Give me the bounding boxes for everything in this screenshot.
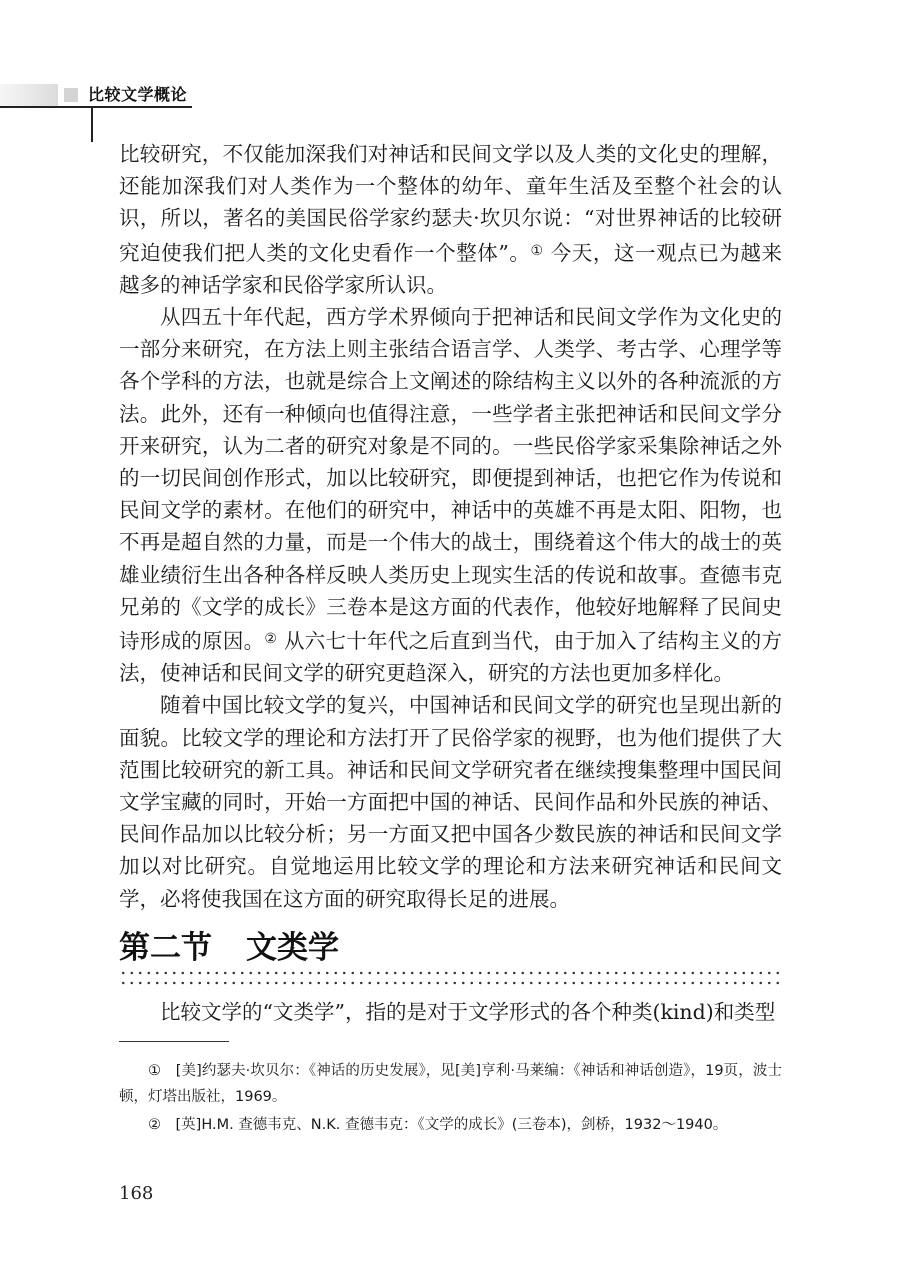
section-title: 文类学 [246, 930, 339, 966]
paragraph-2-text-cont: 从六七十年代之后直到当代，由于加入了结构主义的方法，使神话和民间文学的研究更趋深入，研究的方法也更加多样化。 [119, 629, 783, 686]
book-title: 比较文学概论 [88, 85, 188, 104]
paragraph-1 [119, 138, 782, 301]
page-number: 168 [119, 1183, 154, 1204]
running-header [0, 84, 900, 144]
header-square-marker [64, 88, 78, 102]
header-vertical-rule [91, 106, 93, 142]
dotted-divider-bottom [119, 981, 782, 985]
header-horizontal-rule [0, 106, 192, 108]
paragraph-3: 随着中国比较文学的复兴，中国神话和民间文学的研究也呈现出新的面貌。比较文学的理论和方法打开了民俗学家的视野，也为他们提供了大范围比较研究的新工具。神话和民间文学研究者在继续搜集整理中国民间文学宝藏的同时，开始一方面把中国的神话、民间作品和外民族的神话、民间作品加以比较分析；另一方面又把中国各少数民族的神话和民间文学加以对比研究。自觉地运用比较文学的理论和方法来研究神话和民间文学，必将使我国在这方面的研究取得长足的进展。 [119, 693, 782, 911]
footnote-2: ② [英]H.M. 查德韦克、N.K. 查德韦克：《文学的成长》(三卷本)，剑桥，1932～1940。 [148, 1117, 728, 1133]
paragraph-1-text-cont: 今天，这一观点已为越来越多的神话学家和民俗学家所认识。 [119, 240, 782, 297]
section-number: 第二节 [119, 930, 212, 966]
dotted-divider-top [119, 971, 782, 975]
paragraph-1-text: 比较研究，不仅能加深我们对神话和民间文学以及人类的文化史的理解，还能加深我们对人类作为一个整体的幼年、童年生活及至整个社会的认识，所以，著名的美国民俗学家约瑟夫·坎贝尔说：“对世界神话的比较研究迫使我们把人类的文化史看作一个整体”。 [119, 142, 782, 265]
footnote-1: ① [美]约瑟夫·坎贝尔：《神话的历史发展》，见[美]亨利·马莱编：《神话和神话创造》，19页，波士顿，灯塔出版社，1969。 [119, 1063, 782, 1105]
body-text [119, 138, 782, 915]
section-heading [119, 928, 782, 968]
paragraph-2 [119, 301, 782, 689]
paragraph-2-text: 从四五十年代起，西方学术界倾向于把神话和民间文学作为文化史的一部分来研究，在方法上则主张结合语言学、人类学、考古学、心理学等各个学科的方法，也就是综合上文阐述的除结构主义以外的各种流派的方法。此外，还有一种倾向也值得注意，一些学者主张把神话和民间文学分开来研究，认为二者的研究对象是不同的。一些民俗学家采集除神话之外的一切民间创作形式，加以比较研究，即便提到神话，也把它作为传说和民间文学的素材。在他们的研究中，神话中的英雄不再是太阳、阳物，也不再是超自然的力量，而是一个伟大的战士，围绕着这个伟大的战士的英雄业绩衍生出各种各样反映人类历史上现实生活的传说和故事。查德韦克兄弟的《文学的成长》三卷本是这方面的代表作，他较好地解释了民间史诗形成的原因。 [119, 305, 782, 654]
footnote-separator [119, 1041, 229, 1042]
section-first-line: 比较文学的“文类学”，指的是对于文学形式的各个种类(kind)和类型 [160, 1000, 776, 1024]
footnote-ref-2: ② [264, 631, 278, 648]
footnote-ref-1: ① [530, 242, 544, 259]
header-gradient-bar [0, 84, 58, 106]
footnotes [119, 1058, 782, 1140]
